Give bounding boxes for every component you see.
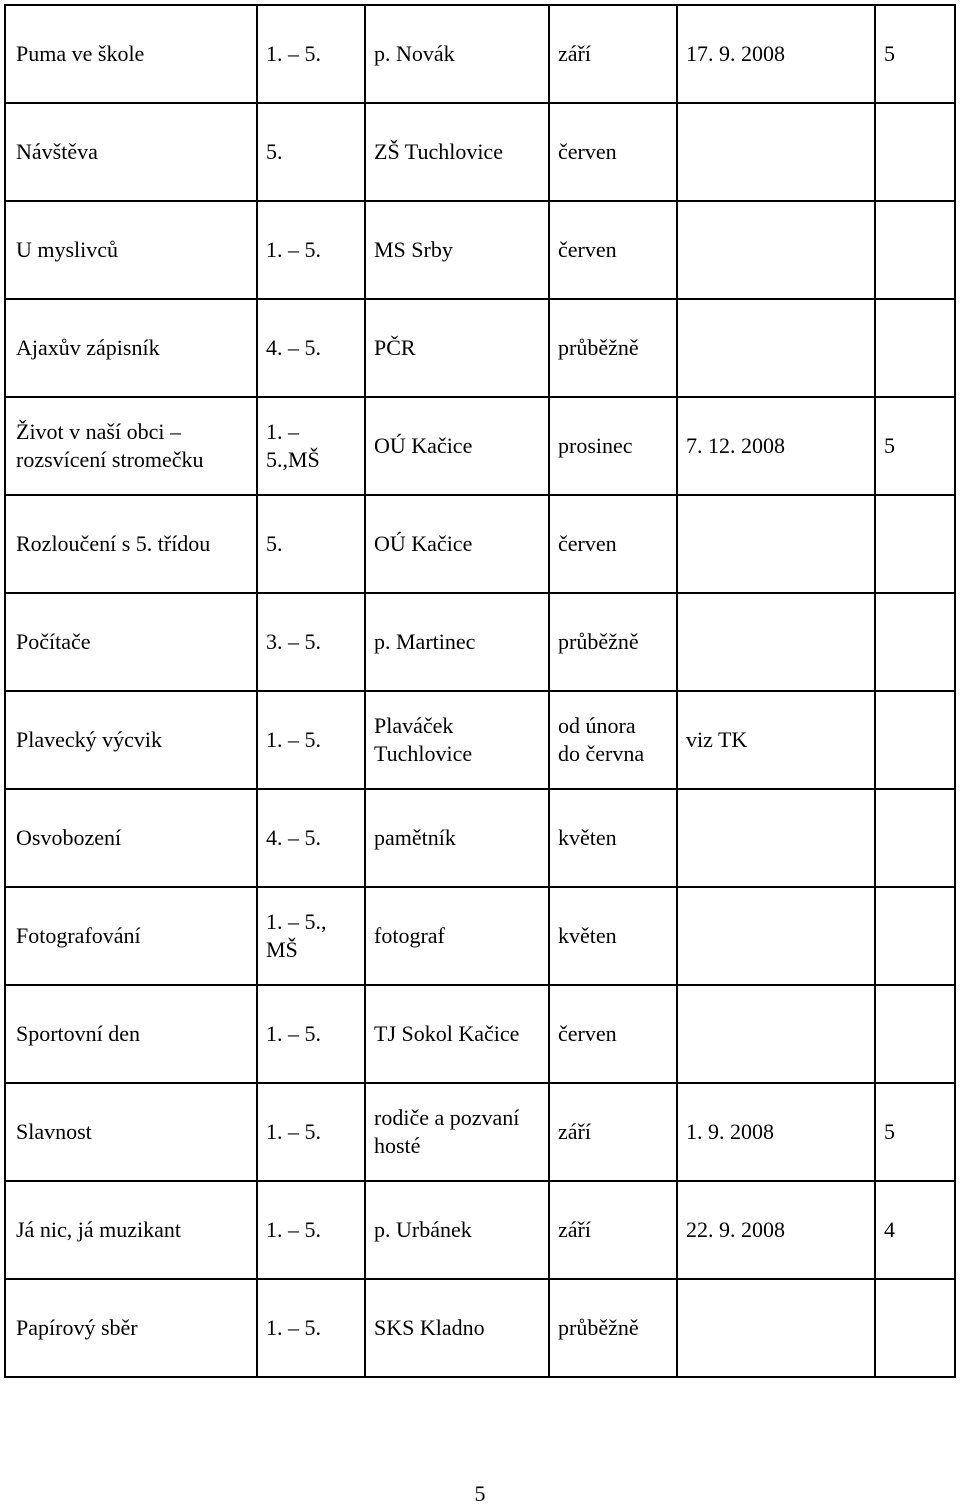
grade-cell: 1. – 5.,MŠ: [257, 397, 365, 495]
organizer-cell: PČR: [365, 299, 549, 397]
table-row: [5, 691, 955, 789]
grade-cell: 1. – 5.: [257, 985, 365, 1083]
organizer-cell: Plaváček Tuchlovice: [365, 691, 549, 789]
table-row: [5, 1181, 955, 1279]
table-row: [5, 201, 955, 299]
activity-name-cell: Slavnost: [5, 1083, 257, 1181]
activity-name-cell: Rozloučení s 5. třídou: [5, 495, 257, 593]
date-cell: 1. 9. 2008: [677, 1083, 875, 1181]
count-cell: 4: [875, 1181, 955, 1279]
grade-cell: 4. – 5.: [257, 789, 365, 887]
month-cell: květen: [549, 789, 677, 887]
table-row: [5, 397, 955, 495]
count-cell: 5: [875, 5, 955, 103]
grade-cell: 1. – 5.: [257, 5, 365, 103]
table-row: [5, 985, 955, 1083]
organizer-cell: ZŠ Tuchlovice: [365, 103, 549, 201]
grade-cell: 4. – 5.: [257, 299, 365, 397]
date-cell: [677, 593, 875, 691]
date-cell: [677, 299, 875, 397]
month-cell: průběžně: [549, 1279, 677, 1377]
date-cell: [677, 201, 875, 299]
date-cell: [677, 985, 875, 1083]
organizer-cell: TJ Sokol Kačice: [365, 985, 549, 1083]
count-cell: [875, 985, 955, 1083]
organizer-cell: MS Srby: [365, 201, 549, 299]
count-cell: [875, 593, 955, 691]
date-cell: 17. 9. 2008: [677, 5, 875, 103]
date-cell: [677, 495, 875, 593]
month-cell: průběžně: [549, 593, 677, 691]
grade-cell: 5.: [257, 103, 365, 201]
month-cell: červen: [549, 985, 677, 1083]
month-cell: září: [549, 1181, 677, 1279]
date-cell: [677, 887, 875, 985]
organizer-cell: p. Novák: [365, 5, 549, 103]
activity-name-cell: Život v naší obci – rozsvícení stromečku: [5, 397, 257, 495]
date-cell: 22. 9. 2008: [677, 1181, 875, 1279]
table-row: [5, 103, 955, 201]
activity-name-cell: Sportovní den: [5, 985, 257, 1083]
table-row: [5, 887, 955, 985]
page-number: 5: [474, 1481, 486, 1506]
organizer-cell: SKS Kladno: [365, 1279, 549, 1377]
count-cell: [875, 201, 955, 299]
organizer-cell: pamětník: [365, 789, 549, 887]
date-cell: viz TK: [677, 691, 875, 789]
month-cell: červen: [549, 495, 677, 593]
month-cell: prosinec: [549, 397, 677, 495]
activity-name-cell: Počítače: [5, 593, 257, 691]
activity-name-cell: Ajaxův zápisník: [5, 299, 257, 397]
month-cell: květen: [549, 887, 677, 985]
count-cell: [875, 103, 955, 201]
count-cell: 5: [875, 1083, 955, 1181]
count-cell: [875, 789, 955, 887]
count-cell: 5: [875, 397, 955, 495]
organizer-cell: rodiče a pozvaní hosté: [365, 1083, 549, 1181]
month-cell: červen: [549, 103, 677, 201]
count-cell: [875, 299, 955, 397]
count-cell: [875, 495, 955, 593]
grade-cell: 1. – 5.: [257, 1083, 365, 1181]
table-row: [5, 1279, 955, 1377]
activity-name-cell: Fotografování: [5, 887, 257, 985]
date-cell: [677, 1279, 875, 1377]
month-cell: červen: [549, 201, 677, 299]
month-cell: průběžně: [549, 299, 677, 397]
date-cell: [677, 789, 875, 887]
activity-name-cell: U myslivců: [5, 201, 257, 299]
grade-cell: 3. – 5.: [257, 593, 365, 691]
grade-cell: 1. – 5.: [257, 1181, 365, 1279]
grade-cell: 1. – 5.: [257, 691, 365, 789]
table-row: [5, 789, 955, 887]
table-row: [5, 1083, 955, 1181]
count-cell: [875, 691, 955, 789]
activity-name-cell: Papírový sběr: [5, 1279, 257, 1377]
organizer-cell: OÚ Kačice: [365, 495, 549, 593]
grade-cell: 5.: [257, 495, 365, 593]
activity-name-cell: Osvobození: [5, 789, 257, 887]
organizer-cell: p. Urbánek: [365, 1181, 549, 1279]
activity-name-cell: Plavecký výcvik: [5, 691, 257, 789]
month-cell: září: [549, 5, 677, 103]
month-cell: od února do června: [549, 691, 677, 789]
table-row: [5, 495, 955, 593]
date-cell: 7. 12. 2008: [677, 397, 875, 495]
activity-name-cell: Návštěva: [5, 103, 257, 201]
activities-table: [4, 4, 956, 1378]
count-cell: [875, 887, 955, 985]
table-row: [5, 299, 955, 397]
month-cell: září: [549, 1083, 677, 1181]
grade-cell: 1. – 5., MŠ: [257, 887, 365, 985]
table-row: [5, 593, 955, 691]
organizer-cell: fotograf: [365, 887, 549, 985]
organizer-cell: p. Martinec: [365, 593, 549, 691]
activities-table-body: [5, 5, 955, 1377]
grade-cell: 1. – 5.: [257, 1279, 365, 1377]
count-cell: [875, 1279, 955, 1377]
organizer-cell: OÚ Kačice: [365, 397, 549, 495]
grade-cell: 1. – 5.: [257, 201, 365, 299]
date-cell: [677, 103, 875, 201]
activity-name-cell: Puma ve škole: [5, 5, 257, 103]
activity-name-cell: Já nic, já muzikant: [5, 1181, 257, 1279]
table-row: [5, 5, 955, 103]
